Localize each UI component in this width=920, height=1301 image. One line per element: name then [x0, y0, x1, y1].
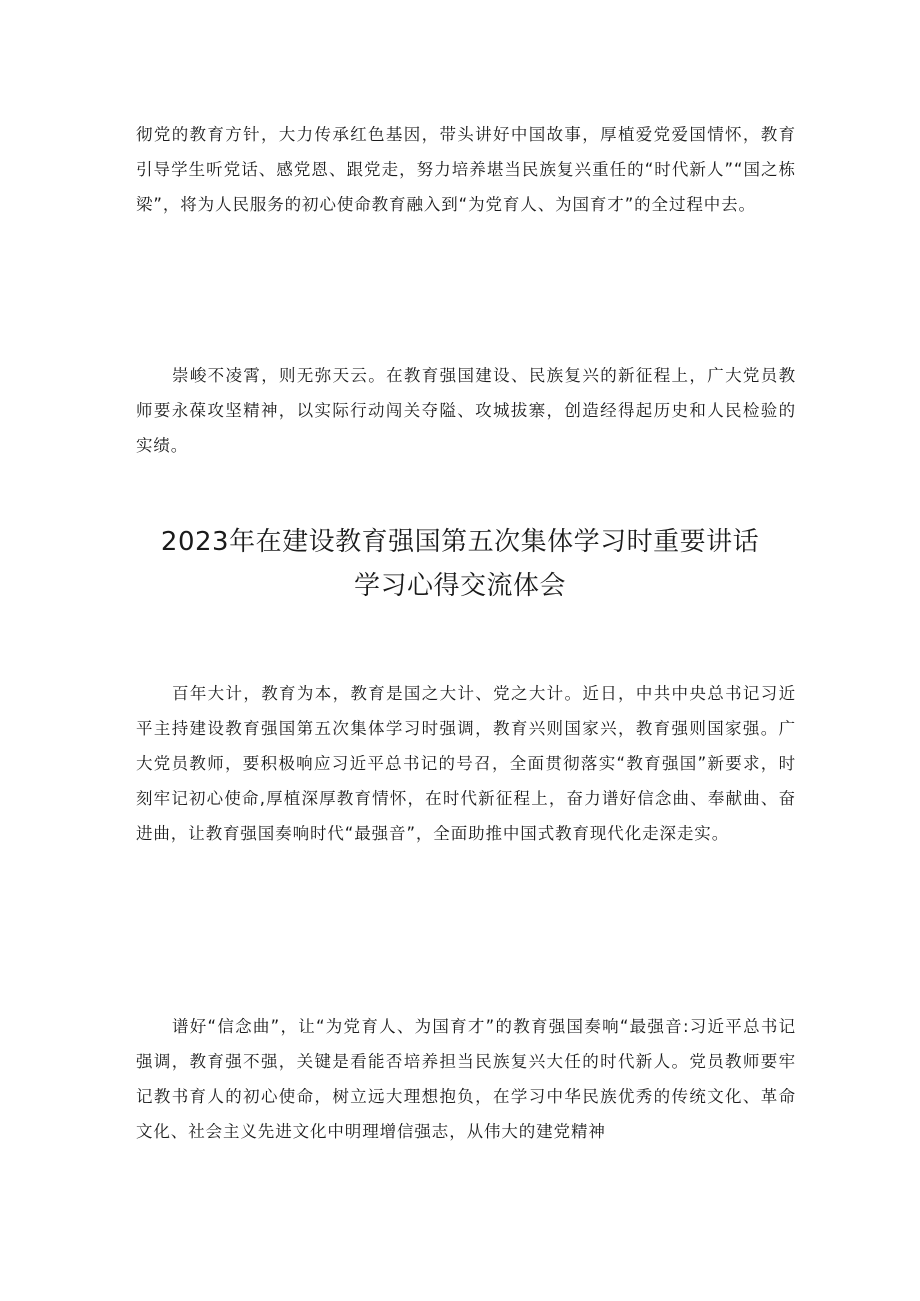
body-paragraph: 谱好“信念曲”，让“为党育人、为国育才”的教育强国奏响“最强音:习近平总书记强调，教育强不强，关键是看能否培养担当民族复兴大任的时代新人。党员教师要牢记教书育人的初心使命，树立远大理想抱负，在学习中华民族优秀的传统文化、革命文化、社会主义先进文化中明理增信强志，从伟大的建党精神 [136, 1017, 796, 1141]
title-line: 学习心得交流体会 [353, 571, 566, 601]
body-paragraph-continuation: 彻党的教育方针，大力传承红色基因，带头讲好中国故事，厚植爱党爱国情怀，教育引导学生听党话、感党恩、跟党走，努力培养堪当民族复兴重任的“时代新人”“国之栋梁”，将为人民服务的初心使命教育融入到“为党育人、为国育才”的全过程中去。 [136, 125, 796, 214]
body-paragraph: 崇峻不凌霄，则无弥天云。在教育强国建设、民族复兴的新征程上，广大党员教师要永葆攻坚精神，以实际行动闯关夺隘、攻城拔寨，创造经得起历史和人民检验的实绩。 [136, 366, 796, 455]
body-paragraph: 百年大计，教育为本，教育是国之大计、党之大计。近日，中共中央总书记习近平主持建设教育强国第五次集体学习时强调，教育兴则国家兴，教育强则国家强。广大党员教师，要积极响应习近平总书记的号召，全面贯彻落实“教育强国”新要求，时刻牢记初心使命,厚植深厚教育情怀，在时代新征程上，奋力谱好信念曲、奉献曲、奋进曲，让教育强国奏响时代“最强音”，全面助推中国式教育现代化走深走实。 [136, 684, 796, 843]
article-title [0, 520, 920, 608]
title-line: 2023年在建设教育强国第五次集体学习时重要讲话 [160, 527, 760, 557]
